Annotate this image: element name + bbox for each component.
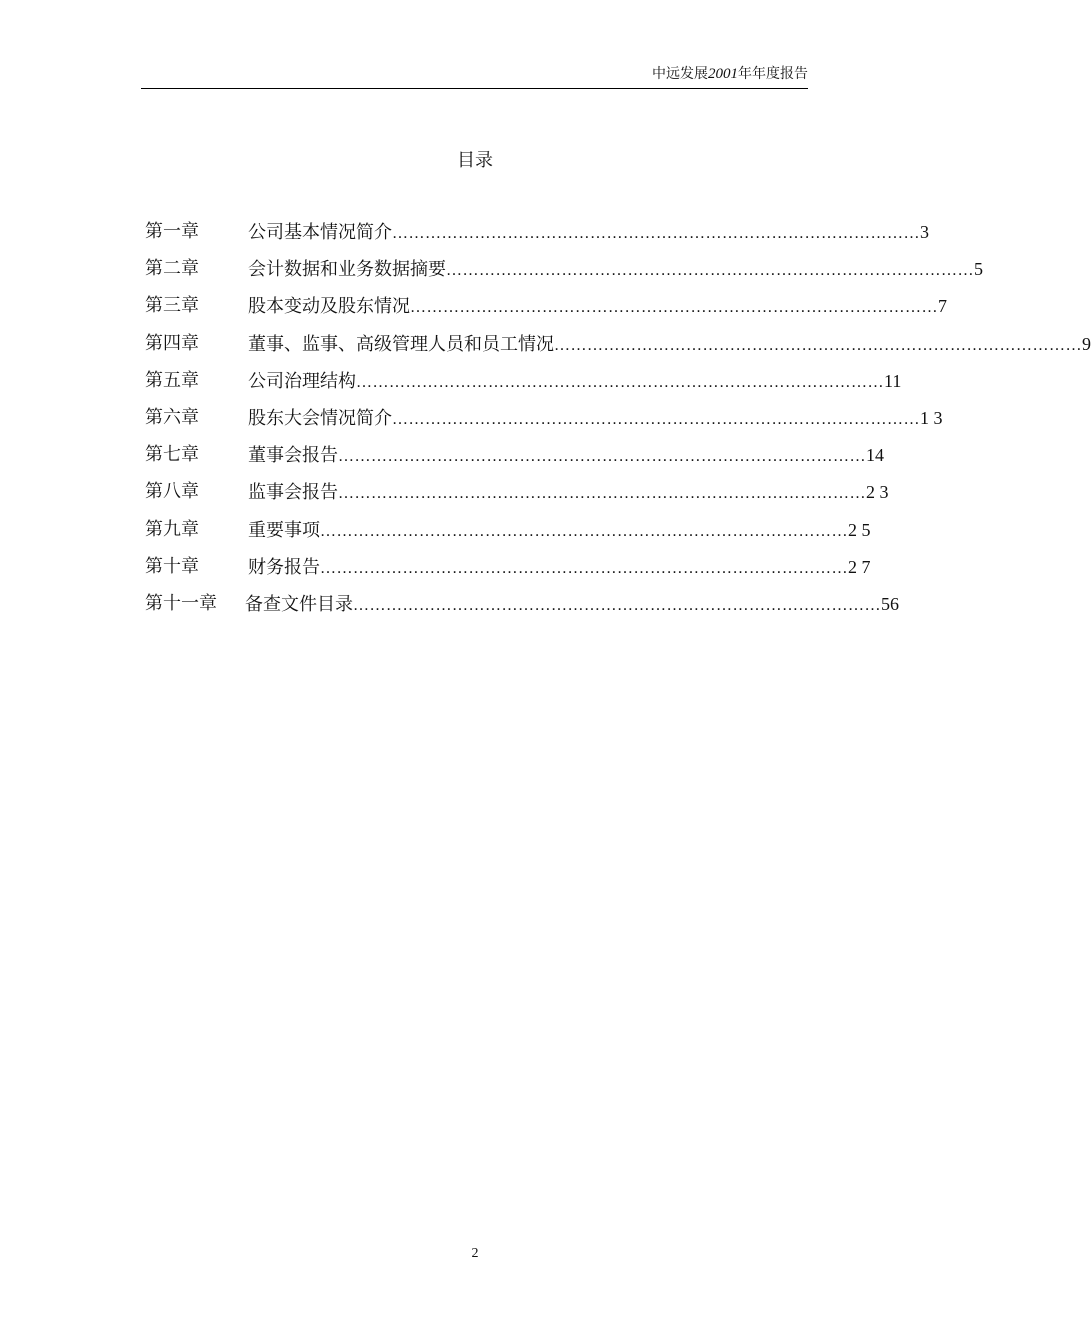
toc-row[interactable] [145,478,889,515]
toc-page-number: 1 3 [920,407,943,428]
toc-entry-title: 董事会报告 [248,445,338,467]
toc-entry [248,218,929,248]
toc-row[interactable] [145,255,983,292]
toc-entry-title: 备查文件目录 [245,593,353,615]
toc-row[interactable] [145,218,929,255]
toc-dot-leader: …………………………………………………………………………………… [392,410,920,428]
toc-entry-title: 董事、监事、高级管理人员和员工情况 [248,333,554,355]
toc-page-number: 7 [938,296,947,317]
toc-row[interactable] [145,292,947,329]
toc-chapter-number: 第二章 [145,258,199,280]
toc-row[interactable] [145,330,1091,367]
toc-dot-leader: …………………………………………………………………………………… [410,299,938,317]
toc-title: 目录 [457,150,493,171]
toc-entry [248,404,943,434]
toc-entry [248,441,884,471]
toc-dot-leader: …………………………………………………………………………………… [338,485,866,503]
toc-dot-leader: …………………………………………………………………………………… [338,448,866,466]
toc-chapter-number: 第六章 [145,406,199,428]
toc-entry [248,367,902,397]
toc-row[interactable] [145,553,871,590]
toc-page-number: 14 [866,445,884,466]
toc-dot-leader: …………………………………………………………………………………… [446,262,974,280]
table-of-contents [145,218,1091,627]
toc-chapter-number: 第九章 [145,518,199,540]
header-suffix: 年年度报告 [738,66,808,82]
toc-row[interactable] [145,590,899,627]
toc-row[interactable] [145,367,902,404]
toc-chapter-number: 第五章 [145,369,199,391]
toc-dot-leader: …………………………………………………………………………………… [353,596,881,614]
header-year: 2001 [708,66,738,82]
toc-entry [245,590,899,620]
toc-chapter-number: 第三章 [145,295,199,317]
toc-page-number: 56 [881,593,899,614]
toc-entry-title: 公司基本情况简介 [248,222,392,243]
toc-entry [248,330,1091,360]
toc-dot-leader: …………………………………………………………………………………… [320,522,848,540]
toc-page-number: 9 [1082,333,1091,354]
toc-entry-title: 监事会报告 [248,482,338,504]
toc-entry [248,553,871,583]
toc-entry-title: 公司治理结构 [248,370,356,392]
page-header [141,62,808,89]
toc-entry [248,516,871,546]
toc-chapter-number: 第十一章 [145,592,217,614]
header-company: 中远发展 [652,66,708,82]
toc-page-number: 2 7 [848,556,871,577]
toc-page-number: 5 [974,259,983,280]
toc-entry-title: 股本变动及股东情况 [248,296,410,318]
page-number: 2 [471,1246,479,1261]
toc-chapter-number: 第八章 [145,481,199,503]
toc-entry [248,478,889,508]
toc-dot-leader: …………………………………………………………………………………… [320,559,848,577]
toc-row[interactable] [145,404,943,441]
toc-chapter-number: 第十章 [145,555,199,577]
toc-page-number: 11 [884,370,902,391]
toc-chapter-number: 第七章 [145,444,199,466]
toc-page-number: 2 3 [866,482,889,503]
header-title [652,65,808,83]
toc-entry-title: 重要事项 [248,519,320,541]
toc-page-number: 2 5 [848,519,871,540]
toc-entry-title: 股东大会情况简介 [248,407,392,429]
toc-dot-leader: …………………………………………………………………………………… [554,336,1082,354]
toc-row[interactable] [145,516,871,553]
toc-chapter-number: 第四章 [145,332,199,354]
toc-entry-title: 会计数据和业务数据摘要 [248,259,446,281]
toc-entry [248,255,983,285]
toc-dot-leader: …………………………………………………………………………………… [356,373,884,391]
toc-dot-leader: …………………………………………………………………………………… [392,225,920,242]
toc-row[interactable] [145,441,884,478]
toc-entry [248,292,947,322]
toc-page-number: 3 [920,222,929,242]
toc-chapter-number: 第一章 [145,221,199,242]
toc-entry-title: 财务报告 [248,556,320,578]
